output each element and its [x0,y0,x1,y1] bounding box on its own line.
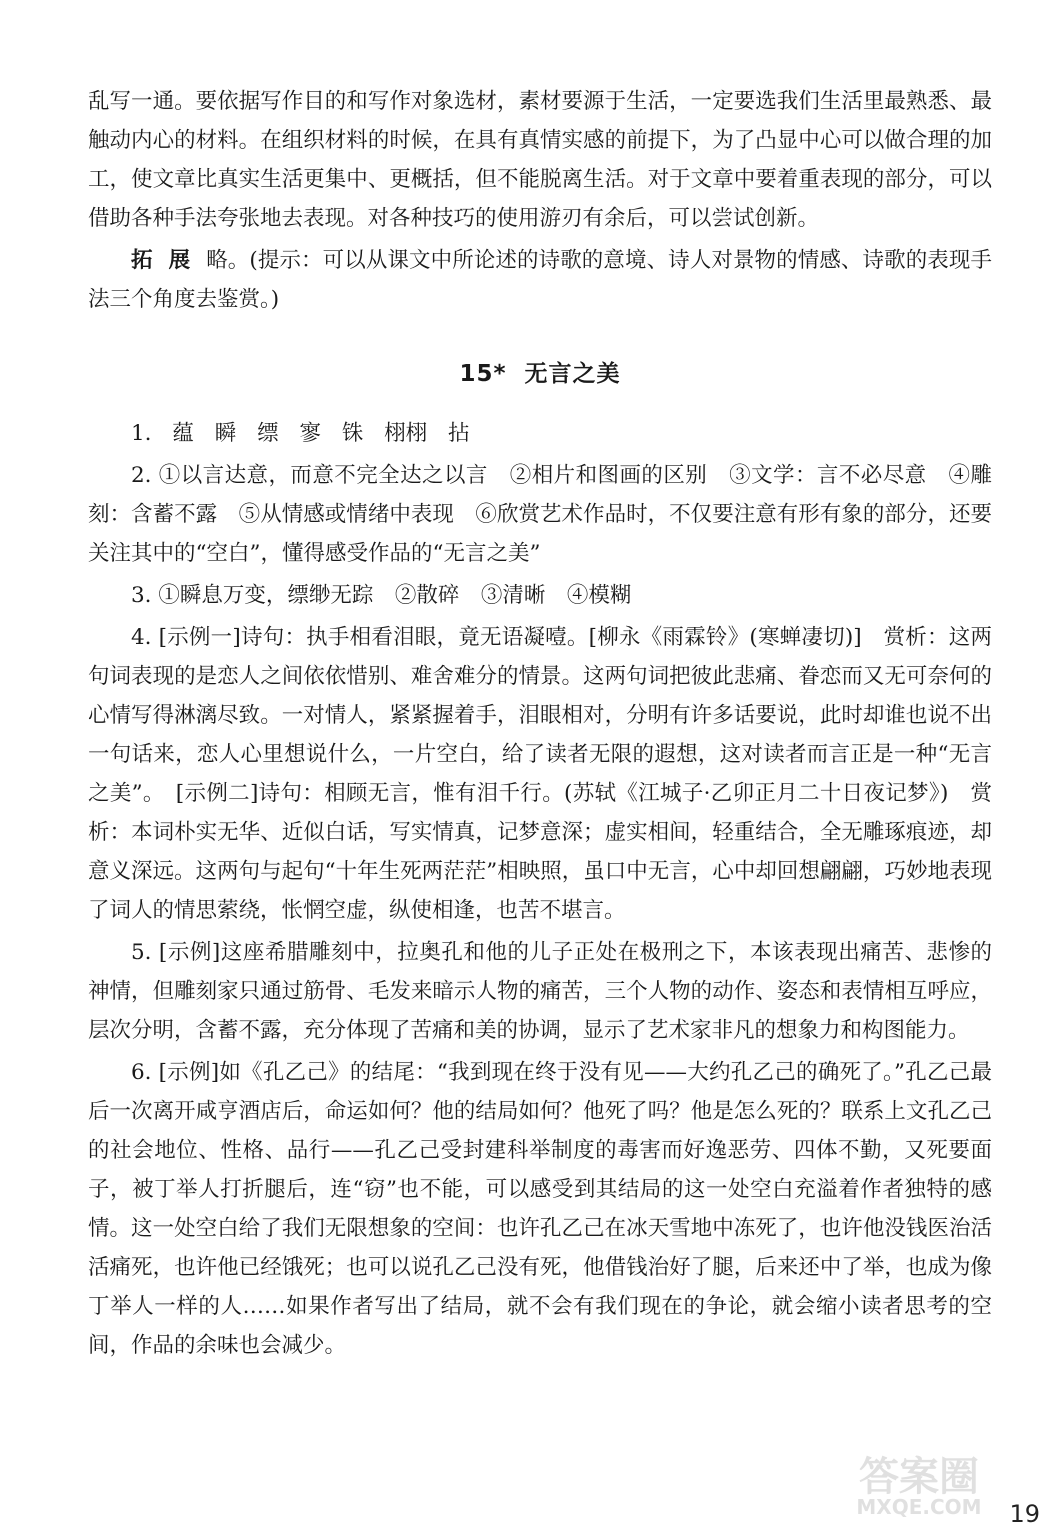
page-content [88,82,992,1365]
answer-6: 6. [示例]如《孔乙己》的结尾：“我到现在终于没有见——大约孔乙己的确死了。”孔乙己最后一次离开咸亨酒店后，命运如何？他的结局如何？他死了吗？他是怎么死的？联系上文孔乙己的社会地位、性格、品行——孔乙己受封建科举制度的毒害而好逸恶劳、四体不勤，又死要面子，被丁举人打折腿后，连“窃”也不能，可以感受到其结局的这一处空白充溢着作者独特的感情。这一处空白给了我们无限想象的空间：也许孔乙己在冰天雪地中冻死了，也许他没钱医治活活痛死，也许他已经饿死；也可以说孔乙己没有死，他借钱治好了腿，后来还中了举，也成为像丁举人一样的人……如果作者写出了结局，就不会有我们现在的争论，就会缩小读者思考的空间，作品的余味也会减少。 [88,1060,992,1358]
answer-1-prefix: 1. [131,421,152,446]
watermark-logo [824,1448,1014,1518]
extension-label: 拓展 [131,248,207,273]
extension-paragraph [88,241,992,319]
section-title: 无言之美 [524,361,621,387]
answer-1-char: 缥 [257,421,279,446]
section-heading [88,355,992,388]
watermark-url: MXQE.COM [856,1495,982,1518]
answer-1 [88,414,992,453]
answer-1-char: 蕴 [172,421,194,446]
section-number: 15* [459,361,507,387]
answer-1-char: 瞬 [214,421,237,446]
answer-5: 5. [示例]这座希腊雕刻中，拉奥孔和他的儿子正处在极刑之下，本该表现出痛苦、悲惨的神情，但雕刻家只通过筋骨、毛发来暗示人物的痛苦，三个人物的动作、姿态和表情相互呼应，层次分明，含蓄不露，充分体现了苦痛和美的协调，显示了艺术家非凡的想象力和构图能力。 [88,940,992,1043]
answer-1-char: 寥 [299,421,321,446]
answer-1-char: 栩栩 [384,421,428,446]
answer-4: 4. [示例一]诗句：执手相看泪眼，竟无语凝噎。[柳永《雨霖铃》(寒蝉凄切)] 赏析：这两句词表现的是恋人之间依依惜别、难舍难分的情景。这两句词把彼此悲痛、眷恋而又无可奈何的心情写得淋漓尽致。一对情人，紧紧握着手，泪眼相对，分明有许多话要说，此时却谁也说不出一句话来，恋人心里想说什么，一片空白，给了读者无限的遐想，这对读者而言正是一种“无言之美”。 [示例二]诗句：相顾无言，惟有泪千行。(苏轼《江城子·乙卯正月二十日夜记梦》) 赏析：本词朴实无华、近似白话，写实情真，记梦意深；虚实相间，轻重结合，全无雕琢痕迹，却意义深远。这两句与起句“十年生死两茫茫”相映照，虽口中无言，心中却回想翩翩，巧妙地表现了词人的情思萦绕，怅惘空虚，纵使相逢，也苦不堪言。 [88,625,992,923]
answer-1-char: 铢 [341,421,364,446]
answer-2: 2. ①以言达意，而意不完全达之以言 ②相片和图画的区别 ③文学：言不必尽意 ④雕刻：含蓄不露 ⑤从情感或情绪中表现 ⑥欣赏艺术作品时，不仅要注意有形有象的部分，还要关注其中的“空白”，懂得感受作品的“无言之美” [88,463,992,566]
watermark-text: 答案圈 [859,1454,979,1500]
answer-3: 3. ①瞬息万变，缥缈无踪 ②散碎 ③清晰 ④模糊 [131,583,632,608]
page-number: 19 [1009,1500,1040,1528]
paragraph-continued: 乱写一通。要依据写作目的和写作对象选材，素材要源于生活，一定要选我们生活里最熟悉、最触动内心的材料。在组织材料的时候，在具有真情实感的前提下，为了凸显中心可以做合理的加工，使文章比真实生活更集中、更概括，但不能脱离生活。对于文章中要着重表现的部分，可以借助各种手法夸张地去表现。对各种技巧的使用游刃有余后，可以尝试创新。 [88,89,992,231]
extension-text: 略。(提示：可以从课文中所论述的诗歌的意境、诗人对景物的情感、诗歌的表现手法三个角度去鉴赏。) [88,248,992,312]
answer-1-char: 拈 [448,421,470,446]
